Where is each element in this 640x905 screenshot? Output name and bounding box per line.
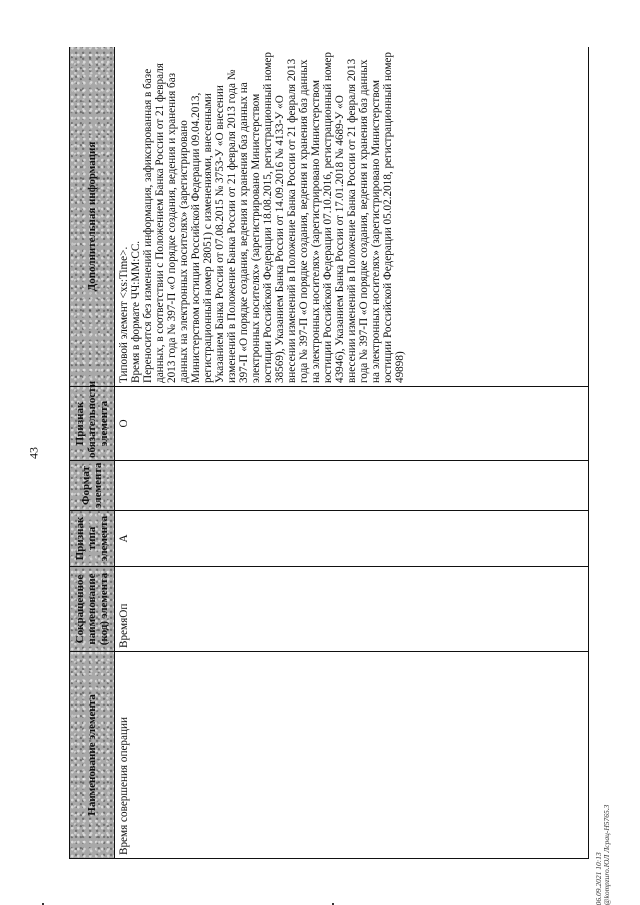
footer-line-date: 06.09.2021 10:13	[594, 852, 603, 905]
cell-element-format	[115, 461, 589, 511]
header-element-required: Признак обязательности элемента	[70, 387, 115, 461]
table-row	[115, 47, 589, 859]
cell-element-code: ВремяОп	[115, 567, 589, 652]
header-element-format: Формат элемента	[70, 461, 115, 511]
info-line-description: Переносится без изменений информация, зафиксированная в базе данных, в соответствии с Положением Банка России от 21 февраля 2013 года № 397-П «О порядке создания, ведения и хранения баз данных на электронных носителях» (зарегистрировано Министерством юстиции Российской Федерации 09.04.2013, регистрационный номер 28051) с изменениями, внесенными Указанием Банка России от 07.08.2015 № 3753-У «О внесении изменений в Положение Банка России от 21 февраля 2013 года № 397-П «О порядке создания, ведения и хранения баз данных на электронных носителях» (зарегистрировано Министерством юстиции Российской Федерации 18.08.2015, регистрационный номер 38569), Указанием Банка России от 14.09.2016 № 4133-У «О внесении изменений в Положение Банка России от 21 февраля 2013 года № 397-П «О порядке создания, ведения и хранения баз данных на электронных носителях» (зарегистрировано Министерством юстиции Российской Федерации 07.10.2016, регистрационный номер 43946), Указанием Банка России от 17.01.2018 № 4689-У «О внесении изменений в Положение Банка России от 21 февраля 2013 года № 397-П «О порядке создания, ведения и хранения баз данных на электронных носителях» (зарегистрировано Министерством юстиции Российской Федерации 05.02.2018, регистрационный номер 49898)	[142, 52, 406, 383]
header-additional-info: Дополнительная информация	[70, 47, 115, 387]
info-line-format: Время в формате ЧЧ:ММ:СС.	[130, 240, 142, 383]
header-element-name: Наименование элемента	[70, 652, 115, 859]
header-element-type: Признак типа элемента	[70, 511, 115, 567]
cell-element-type: А	[115, 511, 589, 567]
footer-line-id: @kompzuro.ЮЛ Лсрац-H5765.3	[602, 804, 611, 905]
info-line-type: Типовой элемент <xs:Time>.	[118, 246, 130, 383]
header-element-code: Сокращенное наименование (код) элемента	[70, 567, 115, 652]
element-table	[69, 47, 589, 859]
footer-stamp	[595, 805, 611, 905]
document-table-frame	[69, 47, 589, 859]
page-number: 43	[26, 447, 41, 459]
cell-additional-info	[115, 47, 589, 387]
rotated-table-wrapper	[69, 47, 589, 859]
table-header-row	[70, 47, 115, 859]
cell-element-required: О	[115, 387, 589, 461]
cell-element-name: Время совершения операции	[115, 652, 589, 859]
